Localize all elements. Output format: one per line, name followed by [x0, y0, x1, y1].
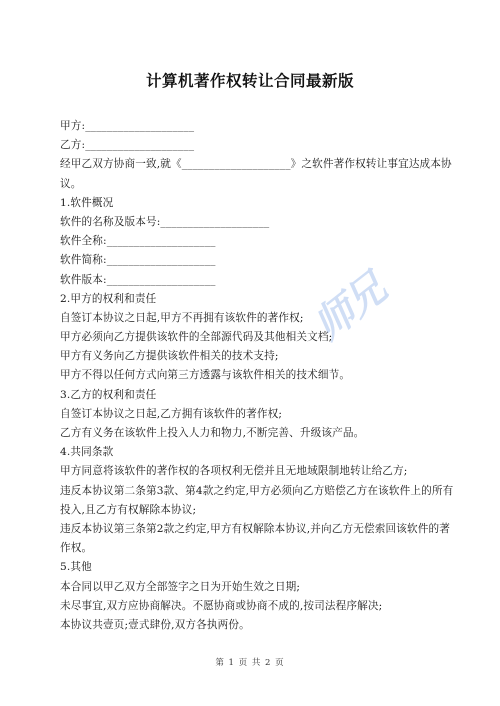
software-version-line: 软件版本:____________________ [60, 273, 216, 286]
party-a-line: 甲方:____________________ [60, 120, 195, 132]
clause-line: 本协议共壹页;壹式肆份,双方各执两份。 [60, 618, 250, 631]
software-name-line: 软件的名称及版本号:____________________ [60, 215, 270, 228]
page-title: 计算机著作权转让合同最新版 [145, 72, 354, 90]
clause-line: 甲方有义务向乙方提供该软件相关的技术支持; [60, 350, 279, 363]
clause-line: 甲方不得以任何方式向第三方透露与该软件相关的技术细节。 [60, 369, 351, 382]
clause-line: 违反本协议第二条第3款、第4款之约定,甲方必须向乙方赔偿乙方在该软件上的所有 [60, 484, 454, 497]
clause-line: 自签订本协议之日起,乙方拥有该软件的著作权; [60, 407, 283, 420]
contract-body [60, 117, 454, 635]
section-heading: 4.共同条款 [60, 446, 114, 459]
clause-line: 投入,且乙方有权解除本协议; [60, 503, 197, 516]
clause-line: 作权。 [60, 542, 93, 555]
page-number: 第 1 页 共 2 页 [215, 658, 285, 668]
software-full-name-line: 软件全称:____________________ [60, 235, 216, 248]
software-short-name-line: 软件简称:____________________ [60, 254, 216, 267]
clause-line: 乙方有义务在该软件上投入人力和物力,不断完善、升级该产品。 [60, 427, 365, 439]
clause-line: 本合同以甲乙双方全部签字之日为开始生效之日期; [60, 580, 301, 593]
section-heading: 1.软件概况 [60, 196, 114, 209]
clause-line: 甲方必须向乙方提供该软件的全部源代码及其他相关文档; [60, 331, 333, 344]
section-heading: 5.其他 [60, 561, 92, 574]
svg-text:师兄: 师兄 [305, 266, 394, 350]
clause-line: 自签订本协议之日起,甲方不再拥有该软件的著作权; [60, 311, 304, 324]
party-b-line: 乙方:____________________ [60, 139, 195, 152]
section-heading: 3.乙方的权利和责任 [60, 388, 157, 401]
section-heading: 2.甲方的权利和责任 [60, 292, 157, 305]
preamble-line: 经甲乙双方协商一致,就《____________________》之软件著作权转让事宜达成本协 [60, 158, 452, 171]
clause-line: 违反本协议第三条第2款之约定,甲方有权解除本协议,并向乙方无偿索回该软件的著 [60, 522, 450, 535]
clause-line: 甲方同意将该软件的著作权的各项权利无偿并且无地域限制地转让给乙方; [60, 465, 408, 478]
clause-line: 未尽事宜,双方应协商解决。不愿协商或协商不成的,按司法程序解决; [60, 599, 383, 612]
preamble-line: 议。 [60, 177, 82, 190]
